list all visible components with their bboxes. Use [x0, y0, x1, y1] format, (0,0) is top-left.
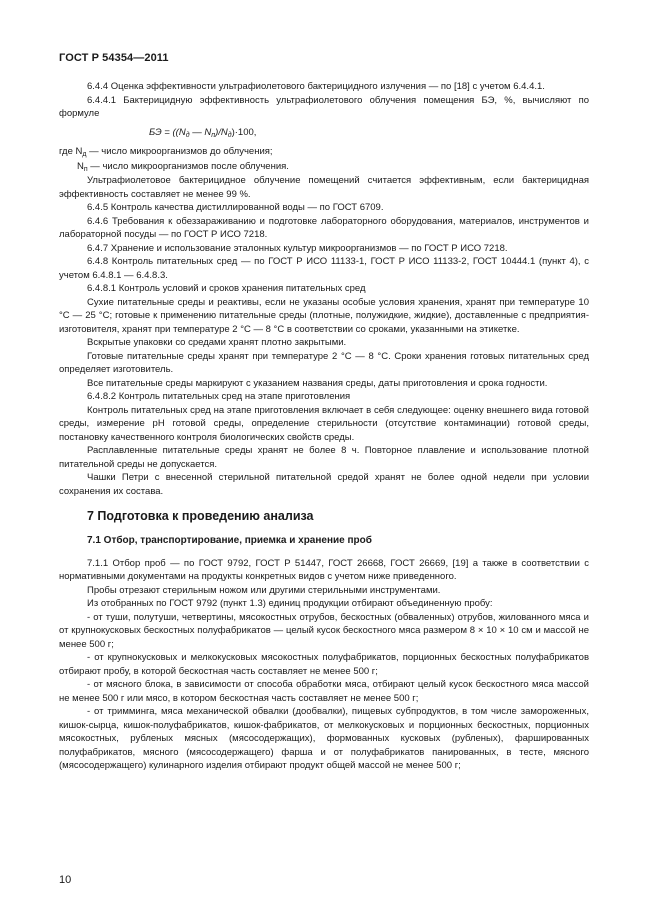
clause-6-4-7: 6.4.7 Хранение и использование эталонных культур микроорганизмов — по ГОСТ Р ИСО 7218.	[87, 242, 508, 254]
paragraph-ready-media: Готовые питательные среды хранят при температуре 2 °С — 8 °С. Сроки хранения готовых питательных сред определяет изготовитель.	[59, 350, 589, 375]
clause-7-1-1: 7.1.1 Отбор проб — по ГОСТ 9792, ГОСТ Р 51447, ГОСТ 26668, ГОСТ 26669, [19] а также в соответствии с нормативными документами на продукты конкретных видов с учетом ниже приведенного.	[59, 557, 589, 582]
paragraph-uv-effective: Ультрафиолетовое бактерицидное облучение помещений считается эффективным, если бактерицидная эффективность составляет не менее 99 %.	[59, 175, 589, 200]
formula-sub-1: д	[185, 131, 190, 139]
clause-6-4-8-1: 6.4.8.1 Контроль условий и сроков хранения питательных сред	[87, 283, 366, 294]
formula-where-1	[59, 145, 589, 160]
formula-sub-2: п	[211, 131, 216, 139]
paragraph-preparation-control: Контроль питательных сред на этапе приготовления включает в себя следующее: оценку внешнего вида готовой среды, измерение pH готовой среды, определение стерильности (отсутствие контаминации) готовой среды, постановку качественного контроля биологических свойств среды.	[59, 404, 589, 443]
where-1-sub: д	[82, 151, 87, 158]
list-item: - от мясного блока, в зависимости от способа обработки мяса, отбирают целый кусок бескостного мяса массой не менее 500 г или мясо, в котором бескостная часть составляет не менее 500 г;	[59, 679, 589, 704]
paragraph-dry-media: Сухие питательные среды и реактивы, если не указаны особые условия хранения, хранят при температуре 10 °С — 25 °С; готовые к применению питательные среды (плотные, полужидкие, жидкие), доставленные с предприятия-изготовителя, хранят при температуре 2 °С — 8 °С в соответствии со сроками, указанными на этикетке.	[59, 296, 589, 335]
formula	[59, 126, 589, 141]
clause-6-4-4: 6.4.4 Оценка эффективности ультрафиолетового бактерицидного излучения — по [18] с учетом 6.4.4.1.	[87, 81, 545, 92]
where-1-symbol: где N	[59, 146, 83, 157]
paragraph-combined-sample: Из отобранных по ГОСТ 9792 (пункт 1.3) единиц продукции отбирают объединенную пробу:	[87, 598, 493, 609]
where-2-text: — число микроорганизмов после облучения.	[87, 160, 289, 172]
formula-rhs: )·100,	[231, 126, 257, 138]
section-7-1-heading: 7.1 Отбор, транспортирование, приемка и хранение проб	[87, 535, 372, 546]
paragraph-marking: Все питательные среды маркируют с указанием названия среды, даты приготовления и срока годности.	[87, 377, 548, 389]
section-7-heading: 7 Подготовка к проведению анализа	[87, 509, 314, 523]
document-header: ГОСТ Р 54354—2011	[59, 52, 169, 64]
where-2-sub: п	[83, 165, 88, 173]
paragraph-petri-dishes: Чашки Петри с внесенной стерильной питательной средой хранят не более одной недели при условии сохранения их состава.	[59, 472, 589, 497]
clause-6-4-4-1: 6.4.4.1 Бактерицидную эффективность ультрафиолетового облучения помещения БЭ, %, вычисляют по формуле	[59, 94, 589, 119]
list-item: - от тримминга, мяса механической обвалки (дообвалки), пищевых субпродуктов, в том числе замороженных, кишок-сырца, кишок-полуфабрикатов, кишок-фабрикатов, от мелкокусковых и порционных бескостных, порционных мясокостных, рубленых мясных (мясосодержащих), формованных кусковых (рубленых), фаршированных полуфабрикатов, мясного (мясосодержащего) фарша и от полуфабрикатов панированных, в тесте, мясного (мясосодержащего) кулинарного изделия отбирают продукт общей массой не менее 500 г;	[59, 706, 589, 771]
formula-sub-3: д	[227, 131, 232, 139]
clause-6-4-8: 6.4.8 Контроль питательных сред — по ГОСТ Р ИСО 11133-1, ГОСТ Р ИСО 11133-2, ГОСТ 10444.1 (пункт 4), с учетом 6.4.8.1 — 6.4.8.3.	[59, 256, 589, 281]
list-item: - от крупнокусковых и мелкокусковых мясокостных полуфабрикатов, порционных бескостных полуфабрикатов отбирают пробу, в которой бескостная часть составляет не менее 500 г;	[59, 652, 589, 677]
paragraph-sterile-knife: Пробы отрезают стерильным ножом или другими стерильными инструментами.	[87, 584, 441, 596]
clause-6-4-6: 6.4.6 Требования к обеззараживанию и подготовке лабораторного оборудования, материалов, инструментов и лабораторной посуды — по ГОСТ Р ИСО 7218.	[59, 215, 589, 240]
clause-6-4-5: 6.4.5 Контроль качества дистиллированной воды — по ГОСТ 6709.	[87, 202, 384, 213]
paragraph-melted-media: Расплавленные питательные среды хранят не более 8 ч. Повторное плавление и использование плотной питательной среды не допускается.	[59, 445, 589, 470]
formula-where-2	[59, 160, 589, 175]
formula-lhs: БЭ = ((N	[149, 126, 186, 138]
where-1-text: — число микроорганизмов до облучения;	[86, 146, 273, 157]
paragraph-opened-packs: Вскрытые упаковки со средами хранят плотно закрытыми.	[87, 337, 347, 348]
page-number: 10	[59, 874, 72, 886]
formula-mid-1: — N	[189, 126, 212, 138]
list-item: - от туши, полутуши, четвертины, мясокостных отрубов, бескостных (обваленных) отрубов, жилованного мяса и от крупнокусковых бескостных полуфабрикатов — целый кусок бескостного мяса размером 8 × 10 × 10 см и массой не менее 500 г;	[59, 611, 589, 650]
formula-mid-2: )/N	[215, 126, 228, 138]
clause-6-4-8-2: 6.4.8.2 Контроль питательных сред на этапе приготовления	[87, 391, 351, 402]
where-2-symbol: N	[77, 160, 84, 172]
document-body	[59, 80, 589, 773]
